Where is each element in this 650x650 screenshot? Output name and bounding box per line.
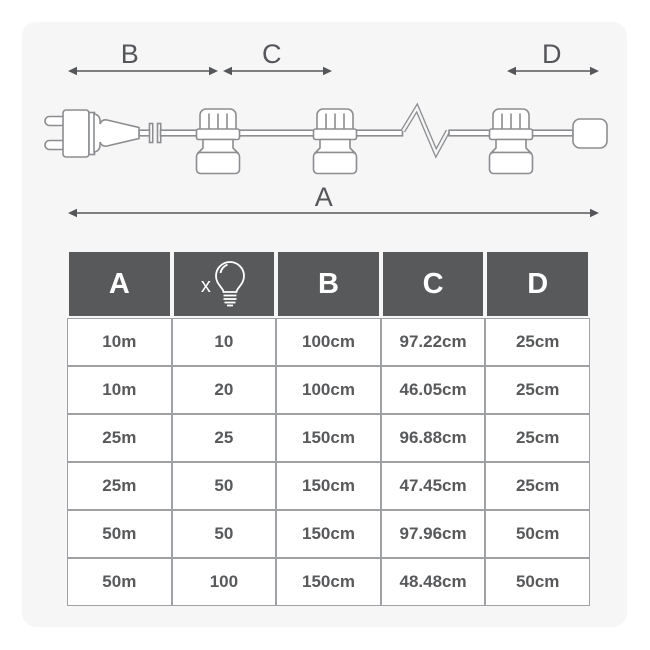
header-cell-d: D [485,250,590,318]
header-cell-a: A [67,250,172,318]
header-cell-bulb-count [172,250,277,318]
bulb-socket-2 [314,109,357,174]
table-row [67,414,590,462]
dim-label-b: B [120,39,140,69]
cell-lead-length: 100cm [276,318,381,366]
cell-spacing: 47.45cm [381,462,486,510]
cell-total-length: 25m [67,462,172,510]
cell-lead-length: 150cm [276,558,381,606]
dim-arrow-a [68,209,599,217]
cable-zigzag-icon [403,108,448,153]
cell-total-length: 25m [67,414,172,462]
end-connector [573,119,607,148]
dim-label-d: D [542,39,562,69]
string-light-diagram [0,0,650,250]
cell-tail-length: 25cm [485,366,590,414]
cell-total-length: 50m [67,558,172,606]
cell-spacing: 97.22cm [381,318,486,366]
cell-bulb-count: 20 [172,366,277,414]
size-table [67,250,590,606]
size-table-body [67,318,590,606]
cell-tail-length: 50cm [485,558,590,606]
dim-label-c: C [262,39,282,69]
table-row [67,558,590,606]
cell-tail-length: 25cm [485,318,590,366]
cell-lead-length: 100cm [276,366,381,414]
cell-spacing: 96.88cm [381,414,486,462]
header-cell-b: B [276,250,381,318]
bulb-icon [213,260,247,308]
table-row [67,366,590,414]
cell-tail-length: 50cm [485,510,590,558]
cell-tail-length: 25cm [485,414,590,462]
bulb-socket-1 [197,109,240,174]
power-plug-icon [45,110,139,157]
cell-total-length: 10m [67,366,172,414]
cell-total-length: 50m [67,510,172,558]
cell-tail-length: 25cm [485,462,590,510]
table-row [67,318,590,366]
cell-spacing: 46.05cm [381,366,486,414]
cell-lead-length: 150cm [276,510,381,558]
cell-bulb-count: 50 [172,510,277,558]
cell-total-length: 10m [67,318,172,366]
header-cell-c: C [381,250,486,318]
cell-bulb-count: 10 [172,318,277,366]
dim-label-a: A [314,182,334,212]
bulb-multiplier-label: x [200,274,211,297]
table-row [67,510,590,558]
cell-bulb-count: 25 [172,414,277,462]
cell-lead-length: 150cm [276,462,381,510]
cell-spacing: 48.48cm [381,558,486,606]
bulb-socket-3 [490,109,533,174]
cell-bulb-count: 50 [172,462,277,510]
cell-bulb-count: 100 [172,558,277,606]
cable-break-icon [150,124,161,143]
size-table-header [67,250,590,318]
cell-spacing: 97.96cm [381,510,486,558]
dim-arrow-b [68,67,218,75]
cell-lead-length: 150cm [276,414,381,462]
table-row [67,462,590,510]
